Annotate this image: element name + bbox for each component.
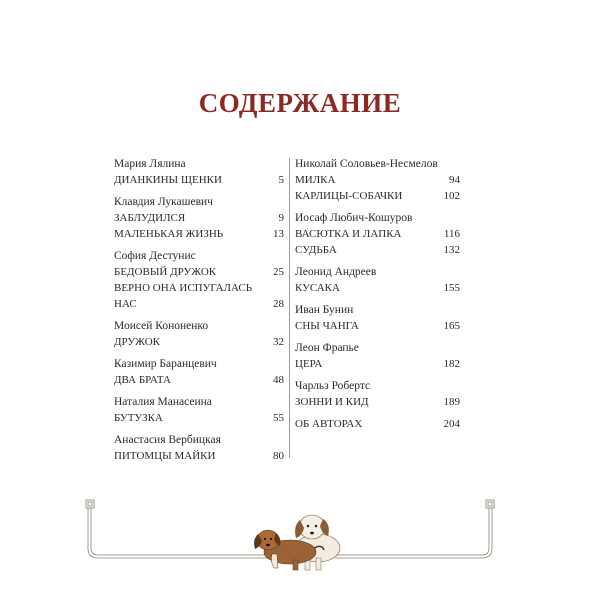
page-number: 25 (273, 266, 284, 278)
work-title: КАРЛИЦЫ-СОБАЧКИ (295, 190, 403, 202)
frame-corner-ornament (88, 502, 92, 506)
page-number: 80 (273, 450, 284, 462)
author-name: Иосаф Любич-Кошуров (295, 212, 413, 224)
work-title: МИЛКА (295, 174, 336, 186)
page-number: 55 (273, 412, 284, 424)
puppy-nose (310, 532, 314, 535)
page-number: 9 (278, 212, 284, 224)
puppy-paw (271, 554, 278, 568)
author-name: Казимир Баранцевич (114, 358, 217, 370)
work-title: ЗАБЛУДИЛСЯ (114, 212, 186, 224)
work-title: ВАСЮТКА И ЛАПКА (295, 228, 402, 240)
work-title: ДИАНКИНЫ ЩЕНКИ (114, 174, 222, 186)
page-number: 48 (273, 374, 284, 386)
page-number: 165 (443, 320, 460, 332)
puppy-leg (293, 560, 298, 570)
author-name: Николай Соловьев-Несмелов (295, 158, 438, 170)
work-title: СУДЬБА (295, 244, 337, 256)
work-title: ВЕРНО ОНА ИСПУГАЛАСЬ НАС (114, 282, 253, 310)
puppy-eye (315, 525, 317, 527)
page-number: 116 (443, 228, 460, 240)
frame-line (88, 548, 270, 558)
page-number: 102 (443, 190, 460, 202)
work-title: КУСАКА (295, 282, 340, 294)
author-name: Моисей Кононенко (114, 320, 209, 332)
work-title: ПИТОМЦЫ МАЙКИ (114, 450, 216, 462)
work-title: БУТУЗКА (114, 412, 163, 424)
author-name: Леон Фрапье (295, 342, 359, 354)
frame-corner-ornament (486, 500, 494, 508)
page-title: СОДЕРЖАНИЕ (198, 88, 402, 118)
puppy-eye (270, 538, 272, 540)
work-title: БЕДОВЫЙ ДРУЖОК (114, 266, 217, 278)
frame-corner-ornament (488, 502, 492, 506)
work-title: ДРУЖОК (114, 336, 160, 348)
puppy-nose (266, 544, 270, 546)
work-title: ОБ АВТОРАХ (295, 418, 363, 430)
page-number: 132 (443, 244, 460, 256)
frame-line (91, 548, 270, 555)
work-title: ЗОННИ И КИД (295, 396, 369, 408)
author-name: Иван Бунин (295, 304, 354, 316)
puppy-eye (264, 538, 266, 540)
author-name: Чарльз Робертс (295, 380, 371, 392)
page-number: 28 (273, 298, 284, 310)
puppy-leg (316, 558, 321, 570)
work-title: ДВА БРАТА (114, 374, 171, 386)
author-name: Наталия Манасеина (114, 396, 212, 408)
page-number: 189 (443, 396, 460, 408)
work-title: СНЫ ЧАНГА (295, 320, 359, 332)
frame-line (335, 548, 492, 558)
author-name: Мария Лялина (114, 158, 186, 170)
work-title: МАЛЕНЬКАЯ ЖИЗНЬ (114, 228, 224, 240)
author-name: Клавдия Лукашевич (114, 196, 213, 208)
puppies-illustration (254, 515, 340, 570)
page-number: 182 (443, 358, 460, 370)
author-name: Анастасия Вербицкая (114, 434, 221, 446)
author-name: София Дестунис (114, 250, 196, 262)
frame-corner-ornament (86, 500, 94, 508)
page-number: 204 (443, 418, 460, 430)
page-number: 155 (443, 282, 460, 294)
page-number: 94 (449, 174, 460, 186)
puppy-eye (307, 525, 309, 527)
frame-line (335, 548, 489, 555)
author-name: Леонид Андреев (295, 266, 377, 278)
work-title: ЦЕРА (295, 358, 323, 370)
page-number: 32 (273, 336, 284, 348)
page-number: 13 (273, 228, 284, 240)
page-number: 5 (278, 174, 284, 186)
